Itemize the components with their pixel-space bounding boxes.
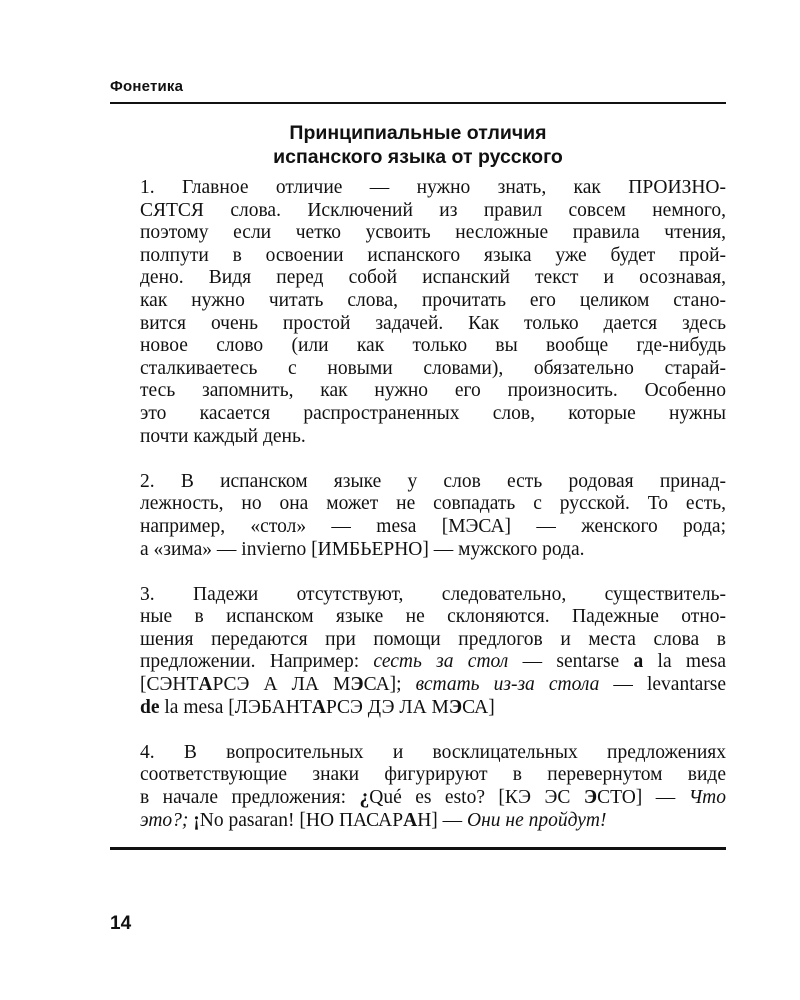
- text-line: [110, 674, 726, 697]
- text-line: лежность, но она может не совпадать с русской. То есть,: [140, 493, 726, 515]
- stress-letter: Э: [583, 787, 598, 809]
- text-line: почти каждый день.: [140, 425, 306, 447]
- text-line: новое слово (или как только вы вообще где-нибудь: [140, 335, 726, 357]
- text-run: [СЭНТ: [140, 674, 199, 696]
- inverted-question-mark: ¿: [359, 787, 370, 809]
- stress-letter: А: [403, 809, 418, 831]
- text-run: la mesa [ЛЭБАНТ: [159, 696, 312, 718]
- text-run: Н] —: [417, 809, 468, 831]
- text-line: 4. В вопросительных и восклицательных предложениях: [140, 741, 726, 763]
- inverted-exclamation-mark: ¡: [193, 809, 200, 831]
- paragraph-1: [110, 177, 726, 448]
- heading-line-2: испанского языка от русского: [273, 146, 563, 168]
- text-line: 3. Падежи отсутствуют, следовательно, существитель-: [140, 583, 726, 605]
- text-line: 2. В испанском языке у слов есть родовая принад-: [140, 470, 726, 492]
- book-page: [110, 0, 726, 1000]
- text-line: шения передаются при помощи предлогов и места слова в: [140, 628, 726, 650]
- heading-line-1: Принципиальные отличия: [289, 122, 547, 144]
- text-run: предложении. Например:: [140, 651, 374, 673]
- header-rule: [110, 102, 726, 104]
- bold-word: de: [140, 696, 160, 718]
- text-run: РСЭ ДЭ ЛА М: [325, 696, 449, 718]
- text-line: полпути в освоении испанского языка уже будет прой-: [140, 244, 726, 266]
- stress-letter: Э: [448, 696, 463, 718]
- text-line: ные в испанском языке не склоняются. Падежные отно-: [140, 606, 726, 628]
- stress-letter: А: [311, 696, 326, 718]
- text-run: РСЭ А ЛА М: [212, 674, 351, 696]
- text-run: СТО] —: [597, 787, 689, 809]
- text-line: сталкиваетесь с новыми словами), обязательно старай-: [140, 357, 726, 379]
- text-line: поэтому если четко усвоить несложные правила чтения,: [140, 222, 726, 244]
- text-line: а «зима» — invierno [ИМБЬЕРНО] — мужского рода.: [140, 538, 585, 560]
- text-line: это касается распространенных слов, которые нужны: [140, 402, 726, 424]
- paragraph-3: [110, 584, 726, 720]
- italic-phrase: Что: [688, 787, 726, 809]
- text-line: [110, 651, 726, 674]
- paragraph-4: [110, 742, 726, 832]
- text-run: СА]: [462, 696, 495, 718]
- running-head: Фонетика: [110, 78, 184, 95]
- italic-phrase: Они не пройдут!: [467, 809, 607, 831]
- footer-rule: [110, 847, 726, 850]
- stress-letter: А: [198, 674, 213, 696]
- section-heading: [110, 121, 726, 169]
- text-line: например, «стол» — mesa [МЭСА] — женского рода;: [140, 515, 726, 537]
- bold-letter: a: [633, 651, 644, 673]
- text-line: дено. Видя перед собой испанский текст и осознавая,: [140, 267, 726, 289]
- italic-phrase: сесть за стол: [373, 651, 509, 673]
- text-line: как нужно читать слова, прочитать его целиком стано-: [140, 289, 726, 311]
- text-run: la mesa: [643, 651, 726, 673]
- text-run: Qué es esto? [КЭ ЭС: [369, 787, 584, 809]
- page-number: 14: [110, 913, 132, 934]
- text-line: [110, 810, 726, 833]
- text-line: соответствующие знаки фигурируют в перевернутом виде: [140, 764, 726, 786]
- body-text: [110, 177, 726, 855]
- text-run: No pasaran! [НО ПАСАР: [199, 809, 404, 831]
- text-line: тесь запомнить, как нужно его произносить. Особенно: [140, 380, 726, 402]
- italic-phrase: это?;: [140, 809, 189, 831]
- text-run: — sentarse: [508, 651, 634, 673]
- text-run: в начале предложения:: [140, 787, 360, 809]
- text-run: — levantarse: [599, 674, 727, 696]
- text-line: [110, 787, 726, 810]
- text-line: [110, 697, 726, 720]
- text-line: 1. Главное отличие — нужно знать, как ПРОИЗНО-: [140, 177, 726, 198]
- text-run: СА];: [363, 674, 416, 696]
- text-line: СЯТСЯ слова. Исключений из правил совсем немного,: [140, 199, 726, 221]
- stress-letter: Э: [350, 674, 364, 696]
- italic-phrase: встать из-за стола: [415, 674, 600, 696]
- paragraph-2: [110, 471, 726, 561]
- text-line: вится очень простой задачей. Как только дается здесь: [140, 312, 726, 334]
